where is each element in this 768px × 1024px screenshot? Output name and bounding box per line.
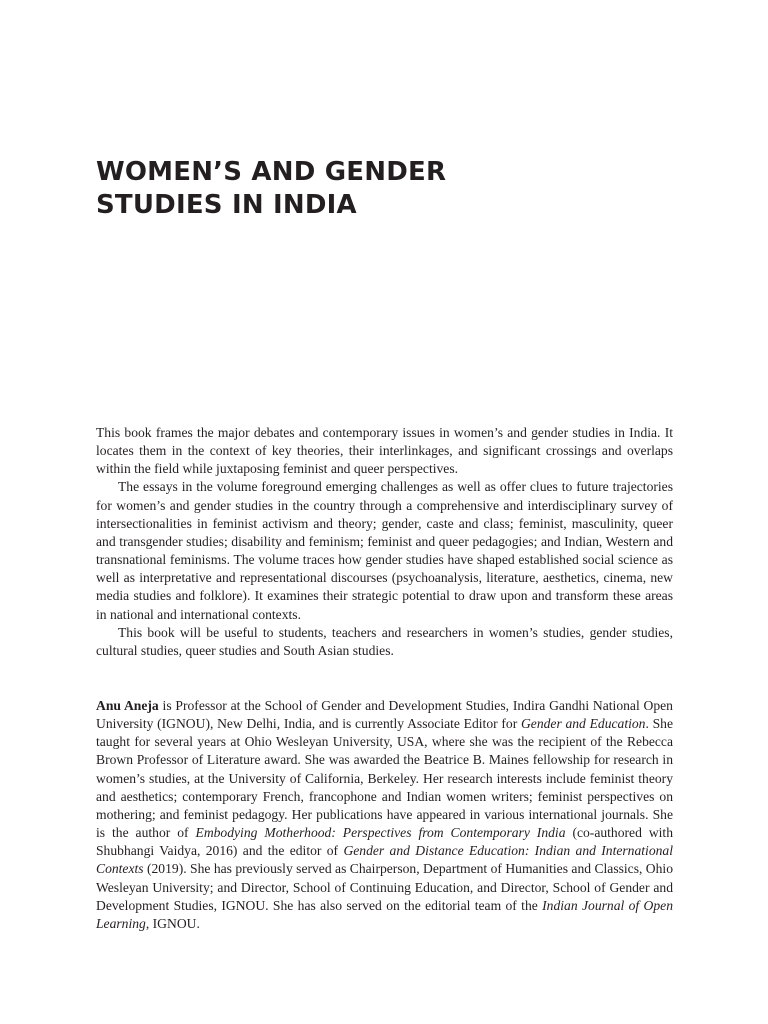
author-bio-paragraph — [96, 697, 673, 933]
bio-text-2: . She taught for several years at Ohio Wesleyan University, USA, where she was the recipient of the Rebecca Brown Professor of Literature award. She was awarded the Beatrice B. Maines fellowship for research in women’s studies, at the University of California, Berkeley. Her research interests include feminist theory and aesthetics; contemporary French, francophone and Indian women writers; feminist perspectives on mothering; and feminist pedagogy. Her publications have appeared in various international journals. She is the author of — [96, 716, 673, 841]
book-title-gender-and-distance-education: Gender and Distance Education: Indian and International Contexts — [96, 843, 673, 877]
bio-text-5: , IGNOU. — [145, 915, 200, 931]
description-paragraph-2: The essays in the volume foreground emerging challenges as well as offer clues to future trajectories for women’s and gender studies in the country through a comprehensive and interdisciplinary survey of intersectionalities in feminist activism and theory; gender, caste and class; feminist, masculinity, queer and transgender studies; disability and feminism; feminist and queer pedagogies; and Indian, Western and transnational feminisms. The volume traces how gender studies have shaped established social science as well as interpretative and representational discourses (psychoanalysis, literature, aesthetics, cinema, new media studies and folklore). It examines their strategic potential to draw upon and transform these areas in national and international contexts. — [96, 479, 673, 622]
description-paragraph-1: This book frames the major debates and contemporary issues in women’s and gender studies in India. It locates them in the context of key theories, their interlinkages, and significant crossings and overlaps within the field while juxtaposing feminist and queer perspectives. — [96, 425, 673, 477]
book-description — [96, 424, 673, 660]
bio-text-4: (2019). She has previously served as Chairperson, Department of Humanities and Classics, Ohio Wesleyan University; and Director, School of Continuing Education, and Director, School of Gender and Development Studies, IGNOU. She has also served on the editorial team of the — [96, 861, 673, 913]
bio-text-3: (co-authored with Shubhangi Vaidya, 2016) and the editor of — [96, 825, 673, 859]
author-name: Anu Aneja — [96, 698, 159, 713]
journal-title-gender-and-education: Gender and Education — [520, 716, 646, 732]
book-title-line-1: WOMEN’S AND GENDER — [96, 157, 447, 187]
author-bio — [96, 697, 673, 933]
journal-title-indian-journal-of-open-learning: Indian Journal of Open Learning — [96, 897, 674, 931]
book-title-embodying-motherhood: Embodying Motherhood: Perspectives from Contemporary India — [195, 825, 566, 841]
bio-text-1: is Professor at the School of Gender and Development Studies, Indira Gandhi National Open University (IGNOU), New Delhi, India, and is currently Associate Editor for — [96, 698, 673, 732]
book-title-line-2: STUDIES IN INDIA — [96, 190, 357, 220]
book-title — [96, 156, 446, 222]
description-paragraph-3: This book will be useful to students, teachers and researchers in women’s studies, gender studies, cultural studies, queer studies and South Asian studies. — [96, 624, 673, 658]
